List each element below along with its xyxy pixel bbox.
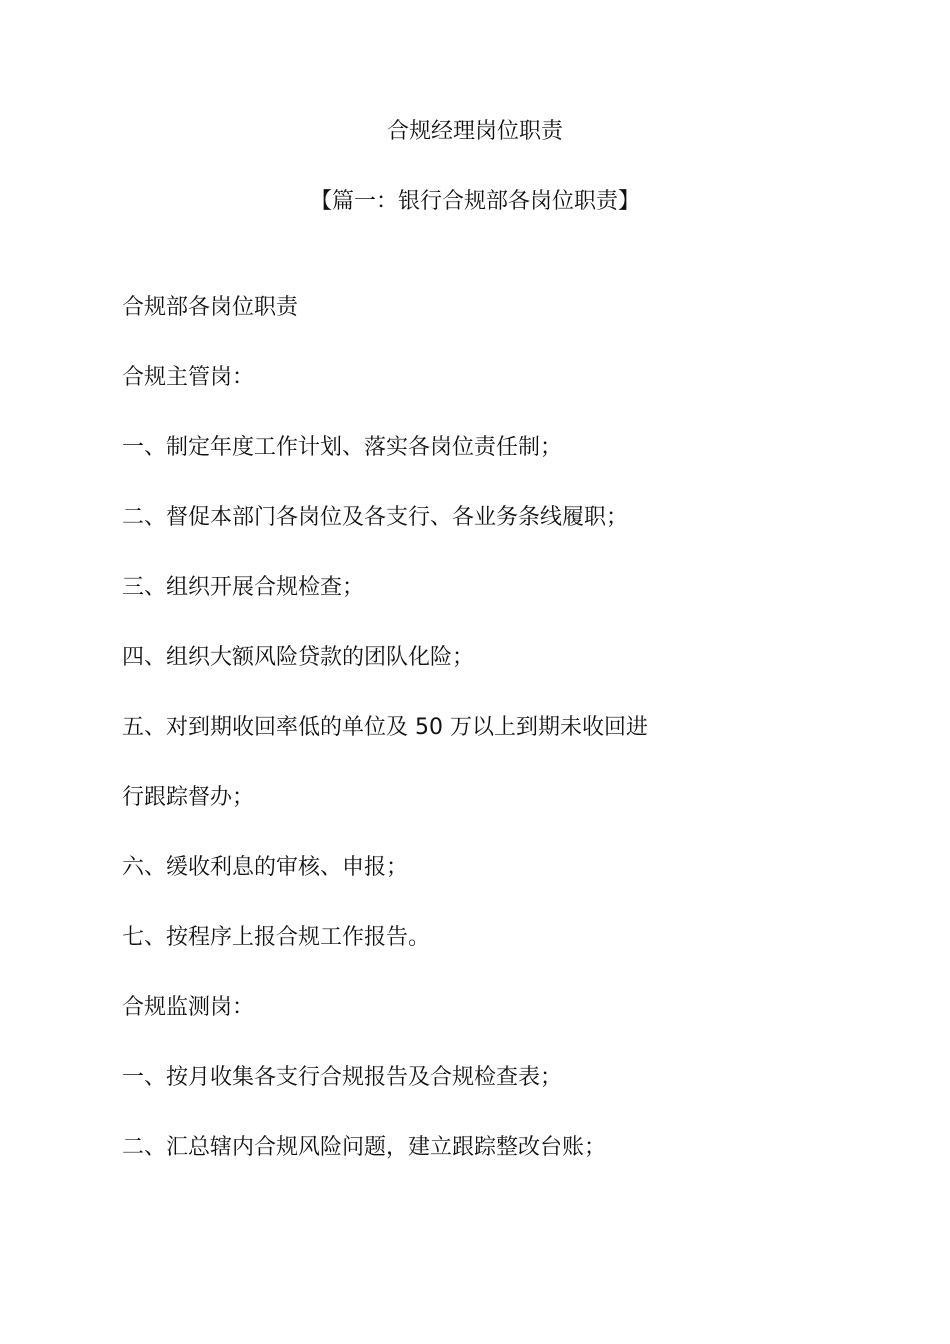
section-heading: 合规部各岗位职责 xyxy=(122,295,299,320)
duty-item: 五、对到期收回率低的单位及 50 万以上到期未收回进 xyxy=(122,715,648,740)
duty-item: 七、按程序上报合规工作报告。 xyxy=(122,925,431,950)
duty-item: 三、组织开展合规检查； xyxy=(122,575,365,600)
document-subtitle: 【篇一：银行合规部各岗位职责】 xyxy=(309,189,640,214)
duty-item: 四、组织大额风险贷款的团队化险； xyxy=(122,645,475,670)
duty-item: 一、制定年度工作计划、落实各岗位责任制； xyxy=(122,435,563,460)
role-heading-supervisor: 合规主管岗： xyxy=(122,365,255,390)
document-title: 合规经理岗位职责 xyxy=(386,119,563,144)
duty-item: 六、缓收利息的审核、申报； xyxy=(122,855,409,880)
duty-item: 二、督促本部门各岗位及各支行、各业务条线履职； xyxy=(122,505,629,530)
role-heading-monitoring: 合规监测岗： xyxy=(122,995,255,1020)
duty-item: 二、汇总辖内合规风险问题，建立跟踪整改台账； xyxy=(122,1135,607,1160)
duty-item-continuation: 行跟踪督办； xyxy=(122,785,255,810)
duty-item: 一、按月收集各支行合规报告及合规检查表； xyxy=(122,1065,563,1090)
